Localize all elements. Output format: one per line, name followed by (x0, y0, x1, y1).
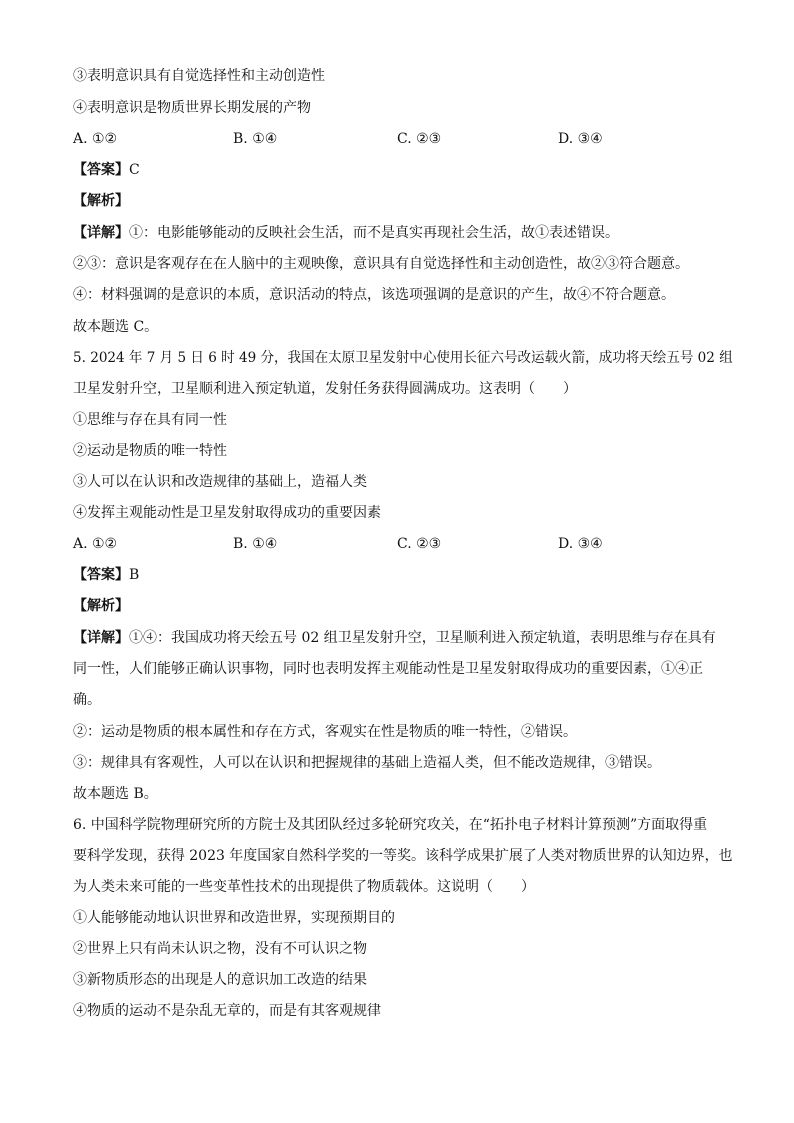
q5-statement-3: ③人可以在认识和改造规律的基础上，造福人类 (73, 474, 367, 490)
q5-option-d: D. ③④ (558, 536, 603, 552)
q6-stem-line-3: 为人类未来可能的一些变革性技术的出现提供了物质载体。这说明（ ） (73, 879, 535, 895)
q4-detail-3: ④：材料强调的是意识的本质，意识活动的特点，该选项强调的是意识的产生，故④不符合题意。 (73, 287, 675, 303)
q6-statement-3: ③新物质形态的出现是人的意识加工改造的结果 (73, 972, 367, 988)
detail-text: ①：电影能够能动的反映社会生活，而不是真实再现社会生活，故①表述错误。 (129, 225, 619, 241)
q4-statement-4: ④表明意识是物质世界长期发展的产物 (73, 100, 311, 116)
q5-detail-1c: 确。 (73, 692, 101, 708)
q4-option-c: C. ②③ (397, 131, 442, 147)
q4-option-b: B. ①④ (233, 131, 278, 147)
q5-statement-1: ①思维与存在具有同一性 (73, 412, 227, 428)
detail-tag: 【详解】 (73, 630, 129, 646)
q5-stem-line-2: 卫星发射升空，卫星顺利进入预定轨道，发射任务获得圆满成功。这表明（ ） (73, 381, 577, 397)
q5-detail-1b: 同一性，人们能够正确认识事物，同时也表明发挥主观能动性是卫星发射取得成功的重要因素，①④正 (73, 661, 703, 677)
q5-statement-4: ④发挥主观能动性是卫星发射取得成功的重要因素 (73, 505, 381, 521)
q5-option-a: A. ①② (73, 536, 118, 552)
q5-stem-line-1: 5. 2024 年 7 月 5 日 6 时 49 分，我国在太原卫星发射中心使用长征六号改运载火箭，成功将天绘五号 02 组 (73, 350, 733, 366)
detail-text: ①④：我国成功将天绘五号 02 组卫星发射升空，卫星顺利进入预定轨道，表明思维与存在具有 (129, 630, 716, 646)
q5-detail-1a (73, 628, 716, 648)
q6-stem-line-1: 6. 中国科学院物理研究所的方院士及其团队经过多轮研究攻关，在“拓扑电子材料计算预测”方面取得重 (73, 817, 708, 833)
q4-option-a: A. ①② (73, 131, 118, 147)
q5-statement-2: ②运动是物质的唯一特性 (73, 443, 227, 459)
q5-option-b: B. ①④ (233, 536, 278, 552)
q4-conclusion: 故本题选 C。 (73, 319, 159, 335)
q5-conclusion: 故本题选 B。 (73, 786, 158, 802)
q5-option-c: C. ②③ (397, 536, 442, 552)
q6-statement-2: ②世界上只有尚未认识之物，没有不可认识之物 (73, 941, 367, 957)
q6-statement-1: ①人能够能动地认识世界和改造世界，实现预期目的 (73, 910, 395, 926)
q5-answer (73, 565, 139, 585)
q4-statement-3: ③表明意识具有自觉选择性和主动创造性 (73, 68, 325, 84)
answer-tag: 【答案】 (73, 567, 129, 583)
q4-analysis-tag: 【解析】 (73, 193, 129, 209)
q5-detail-3: ③：规律具有客观性，人可以在认识和把握规律的基础上造福人类，但不能改造规律，③错误。 (73, 755, 661, 771)
detail-tag: 【详解】 (73, 225, 129, 241)
q4-detail-1 (73, 223, 619, 243)
q6-stem-line-2: 要科学发现，获得 2023 年度国家自然科学奖的一等奖。该科学成果扩展了人类对物质世界的认知边界，也 (73, 848, 733, 864)
q4-option-d: D. ③④ (558, 131, 603, 147)
q4-detail-2: ②③：意识是客观存在在人脑中的主观映像，意识具有自觉选择性和主动创造性，故②③符合题意。 (73, 256, 689, 272)
q5-analysis-tag: 【解析】 (73, 598, 129, 614)
q5-detail-2: ②：运动是物质的根本属性和存在方式，客观实在性是物质的唯一特性，②错误。 (73, 724, 577, 740)
answer-value: C (129, 162, 140, 178)
answer-tag: 【答案】 (73, 162, 129, 178)
answer-value: B (129, 567, 140, 583)
q6-statement-4: ④物质的运动不是杂乱无章的，而是有其客观规律 (73, 1003, 381, 1019)
q4-answer (73, 160, 140, 180)
